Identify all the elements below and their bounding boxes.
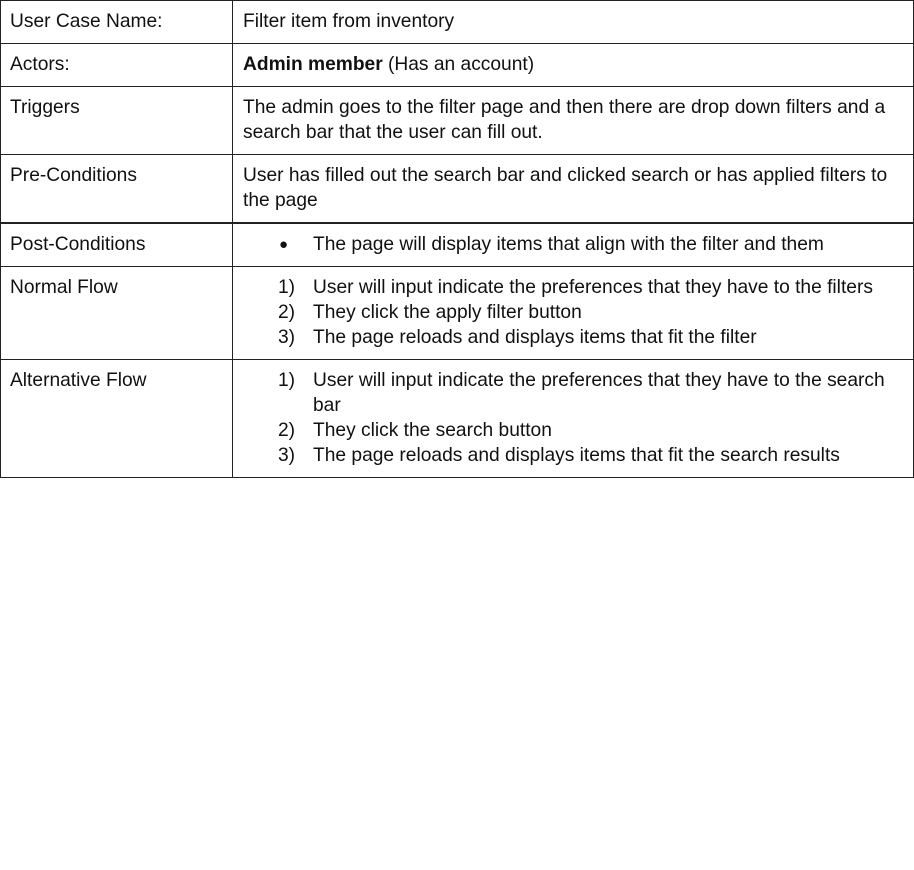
list-number: 3) [278,327,296,348]
list-item-text: User will input indicate the preferences that they have to the search bar [313,370,885,416]
list-number: 2) [278,420,296,441]
list-item-text: They click the apply filter button [313,302,582,323]
list-item [243,232,904,257]
alternative-flow-list [243,368,904,468]
list-item [243,418,904,443]
actors-value [233,44,914,87]
pre-conditions-value: User has filled out the search bar and clicked search or has applied filters to the page [233,155,914,224]
row-actors [1,44,914,87]
actors-value-bold: Admin member [243,54,383,75]
list-number: 3) [278,445,296,466]
pre-conditions-label: Pre-Conditions [1,155,233,224]
actors-label: Actors: [1,44,233,87]
post-conditions-label: Post-Conditions [1,223,233,267]
alternative-flow-value [233,360,914,478]
post-conditions-value [233,223,914,267]
triggers-label: Triggers [1,87,233,155]
row-use-case-name [1,1,914,44]
list-item [243,325,904,350]
list-item [243,443,904,468]
normal-flow-value [233,267,914,360]
use-case-name-label: User Case Name: [1,1,233,44]
list-item-text: The page reloads and displays items that fit the filter [313,327,757,348]
use-case-name-value: Filter item from inventory [233,1,914,44]
normal-flow-list [243,275,904,350]
actors-value-rest: (Has an account) [382,54,535,75]
list-number: 1) [278,370,296,391]
row-alternative-flow [1,360,914,478]
list-number: 2) [278,302,296,323]
bullet-icon: ● [279,236,289,253]
row-pre-conditions [1,155,914,224]
normal-flow-label: Normal Flow [1,267,233,360]
row-normal-flow [1,267,914,360]
list-item [243,368,904,418]
list-item [243,300,904,325]
list-item-text: The page reloads and displays items that fit the search results [313,445,840,466]
list-item-text: The page will display items that align with the filter and them [313,234,824,255]
list-item-text: They click the search button [313,420,552,441]
triggers-value: The admin goes to the filter page and then there are drop down filters and a search bar that the user can fill out. [233,87,914,155]
alternative-flow-label: Alternative Flow [1,360,233,478]
list-item [243,275,904,300]
list-number: 1) [278,277,296,298]
list-item-text: User will input indicate the preferences that they have to the filters [313,277,873,298]
row-post-conditions [1,223,914,267]
row-triggers [1,87,914,155]
post-conditions-list [243,232,904,257]
